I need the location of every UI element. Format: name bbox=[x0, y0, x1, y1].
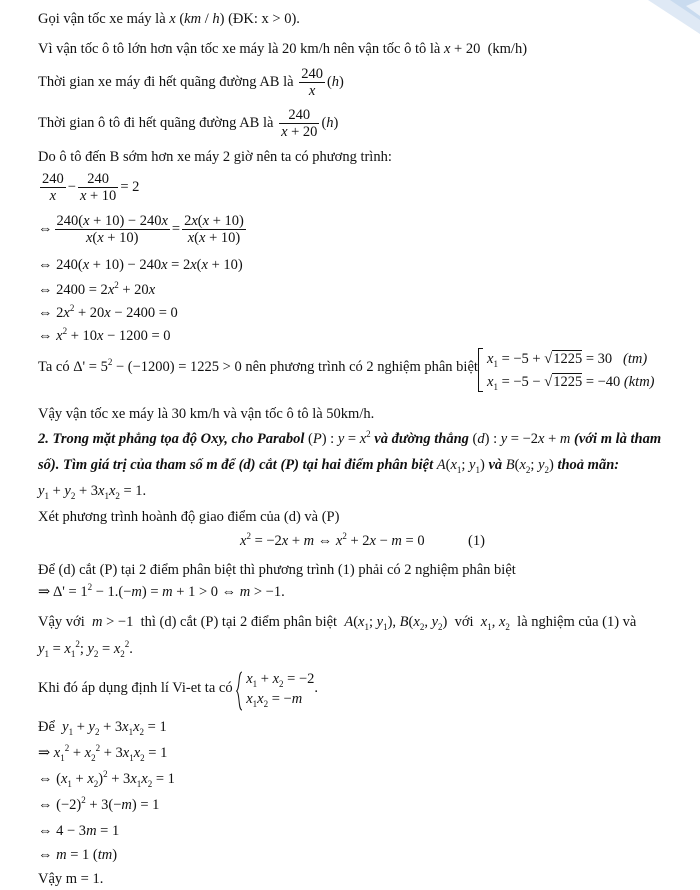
equation-label bbox=[468, 532, 684, 550]
text-line bbox=[38, 148, 684, 166]
text-segment: Khi đó áp dụng định lí Vi-et ta có bbox=[38, 680, 233, 696]
text-segment: (ĐK: x > 0). bbox=[224, 11, 300, 27]
solution-bracket: $x_1 = -5 + √1225 = 30$ (tm) $x_1 = -5 - √1225 = -40$ (ktm) bbox=[478, 346, 698, 394]
text-line bbox=[38, 561, 684, 579]
math-line: $y_1 + y_2 + 3x_1x_2 = 1$. bbox=[38, 483, 147, 501]
math-line: ⇒ $x_1^2 + x_2^2 + 3x_1x_2 = 1$ bbox=[38, 743, 168, 763]
text-segment: Để bbox=[38, 719, 55, 735]
text-line: Vậy với m > −1 thì (d) cắt (P) tại 2 điểm phân biệt $A(x_1$; $y_1$), $B(x_2$, $y_2$) với $x_1$, $x_2$ là nghiệm của (1) và bbox=[38, 614, 637, 632]
math-line: ⇔ $x^2 + 10x - 1200 = 0$ bbox=[38, 326, 171, 344]
math-line: ⇔ $(x_1 + x_2)^2 + 3x_1x_2 = 1$ bbox=[38, 769, 175, 789]
text-segment: (tm) bbox=[623, 351, 648, 367]
text-segment: Thời gian xe máy đi hết quãng đường AB là bbox=[38, 74, 298, 90]
text-segment: Gọi vận tốc xe máy là bbox=[38, 11, 170, 27]
math-line: ⇔ $\frac{240(x + 10) - 240x}{x(x + 10)}$ = $\frac{2x(x + 10)}{x(x + 10)}$ bbox=[38, 213, 244, 247]
text-segment: thoả mãn: bbox=[557, 457, 620, 473]
text-segment: số). Tìm giá trị của tham số m để (d) cắt (P) tại hai điểm phân biệt bbox=[38, 457, 434, 473]
math-line: $\frac{240}{x}$ − $\frac{240}{x + 10}$ = 2 bbox=[42, 171, 140, 205]
text-segment: Vậy vận tốc xe máy là 30 km/h và vận tốc ô tô là 50km/h. bbox=[38, 406, 375, 422]
math-line: ⇔ $2400 = 2x^2 + 20x$ bbox=[38, 280, 156, 298]
math-line: Để $y_1 + y_2 + 3x_1x_2 = 1$ bbox=[38, 719, 167, 737]
text-segment: là nghiệm của (1) và bbox=[517, 614, 637, 630]
text-line: Ta có $\Delta' = 5^2 - (-1200) = 1225 > 0$ nên phương trình có 2 nghiệm phân biệt bbox=[38, 357, 478, 375]
text-line bbox=[38, 870, 684, 888]
text-segment: Do ô tô đến B sớm hơn xe máy 2 giờ nên ta có phương trình: bbox=[38, 149, 392, 165]
text-line: Gọi vận tốc xe máy là x (km / h) (ĐK: x > 0). bbox=[38, 11, 300, 27]
text-segment: (ktm) bbox=[623, 374, 655, 390]
viet-system: $x_1 + x_2 = -2$ $x_1x_2 = -m$ bbox=[236, 669, 314, 709]
text-segment: Xét phương trình hoành độ giao điểm của (d) và (P) bbox=[38, 509, 340, 525]
text-segment: thì (d) cắt (P) tại 2 điểm phân biệt bbox=[140, 614, 338, 630]
text-segment: và đường thẳng bbox=[374, 431, 469, 447]
problem-heading: số). Tìm giá trị của tham số m để (d) cắt (P) tại hai điểm phân biệt $A(x_1$; $y_1$) và $B(x_2$; $y_2$) thoả mãn: bbox=[38, 457, 620, 475]
text-segment: Để (d) cắt (P) tại 2 điểm phân biệt thì phương trình (1) phải có 2 nghiệm phân biệt bbox=[38, 562, 516, 578]
text-line bbox=[38, 405, 684, 423]
text-segment: Vậy với bbox=[38, 614, 85, 630]
text-segment: Thời gian ô tô đi hết quãng đường AB là bbox=[38, 115, 278, 131]
text-segment: với bbox=[454, 614, 474, 630]
text-segment: Vì vận tốc ô tô lớn hơn vận tốc xe máy là 20 km/h nên vận tốc ô tô là bbox=[38, 41, 444, 57]
text-segment: (km/h) bbox=[487, 41, 528, 57]
text-segment: nên phương trình có 2 nghiệm phân biệt bbox=[241, 359, 478, 375]
math-line: ⇔ m = 1 (tm) bbox=[38, 847, 118, 863]
text-segment: (1) bbox=[468, 533, 485, 549]
math-line: $y_1 = x_1^2$; $y_2 = x_2^2$. bbox=[38, 639, 133, 659]
text-segment: Vậy m = 1. bbox=[38, 871, 104, 887]
text-line: Thời gian xe máy đi hết quãng đường AB là $\frac{240}{x}$ (h) bbox=[38, 66, 344, 100]
text-line: Khi đó áp dụng định lí Vi-et ta có $x_1 + x_2 = -2$ $x_1x_2 = -m$ . bbox=[38, 670, 319, 709]
text-line: Vì vận tốc ô tô lớn hơn vận tốc xe máy là 20 km/h nên vận tốc ô tô là x + 20 (km/h) bbox=[38, 41, 528, 57]
math-line: ⇔ 4 − 3m = 1 bbox=[38, 823, 120, 839]
math-line: ⇔ 240(x + 10) − 240x = 2x(x + 10) bbox=[38, 257, 243, 273]
text-segment: (với m là tham bbox=[574, 431, 662, 447]
math-line: ⇔ $2x^2 + 20x - 2400 = 0$ bbox=[38, 303, 178, 321]
math-line: ⇒ $\Delta' = 1^2 - 1.(-m) = m + 1 > 0$ ⇔ m > −1. bbox=[38, 582, 285, 600]
text-segment: 2. Trong mặt phẳng tọa độ Oxy, cho Parabol bbox=[38, 431, 305, 447]
text-segment: Ta có bbox=[38, 359, 74, 375]
math-line: $x^2 = -2x + m$ ⇔ $x^2 + 2x - m = 0$ bbox=[240, 531, 425, 549]
text-line bbox=[38, 508, 684, 526]
text-segment: và bbox=[488, 457, 503, 473]
problem-heading: 2. Trong mặt phẳng tọa độ Oxy, cho Parabol (P) : $y = x^2$ và đường thẳng (d) : y = −2x + m (với m là tham bbox=[38, 429, 662, 447]
math-line: ⇔ $(-2)^2 + 3(-m) = 1$ bbox=[38, 795, 160, 813]
text-line: Thời gian ô tô đi hết quãng đường AB là $\frac{240}{x + 20}$ (h) bbox=[38, 107, 339, 141]
